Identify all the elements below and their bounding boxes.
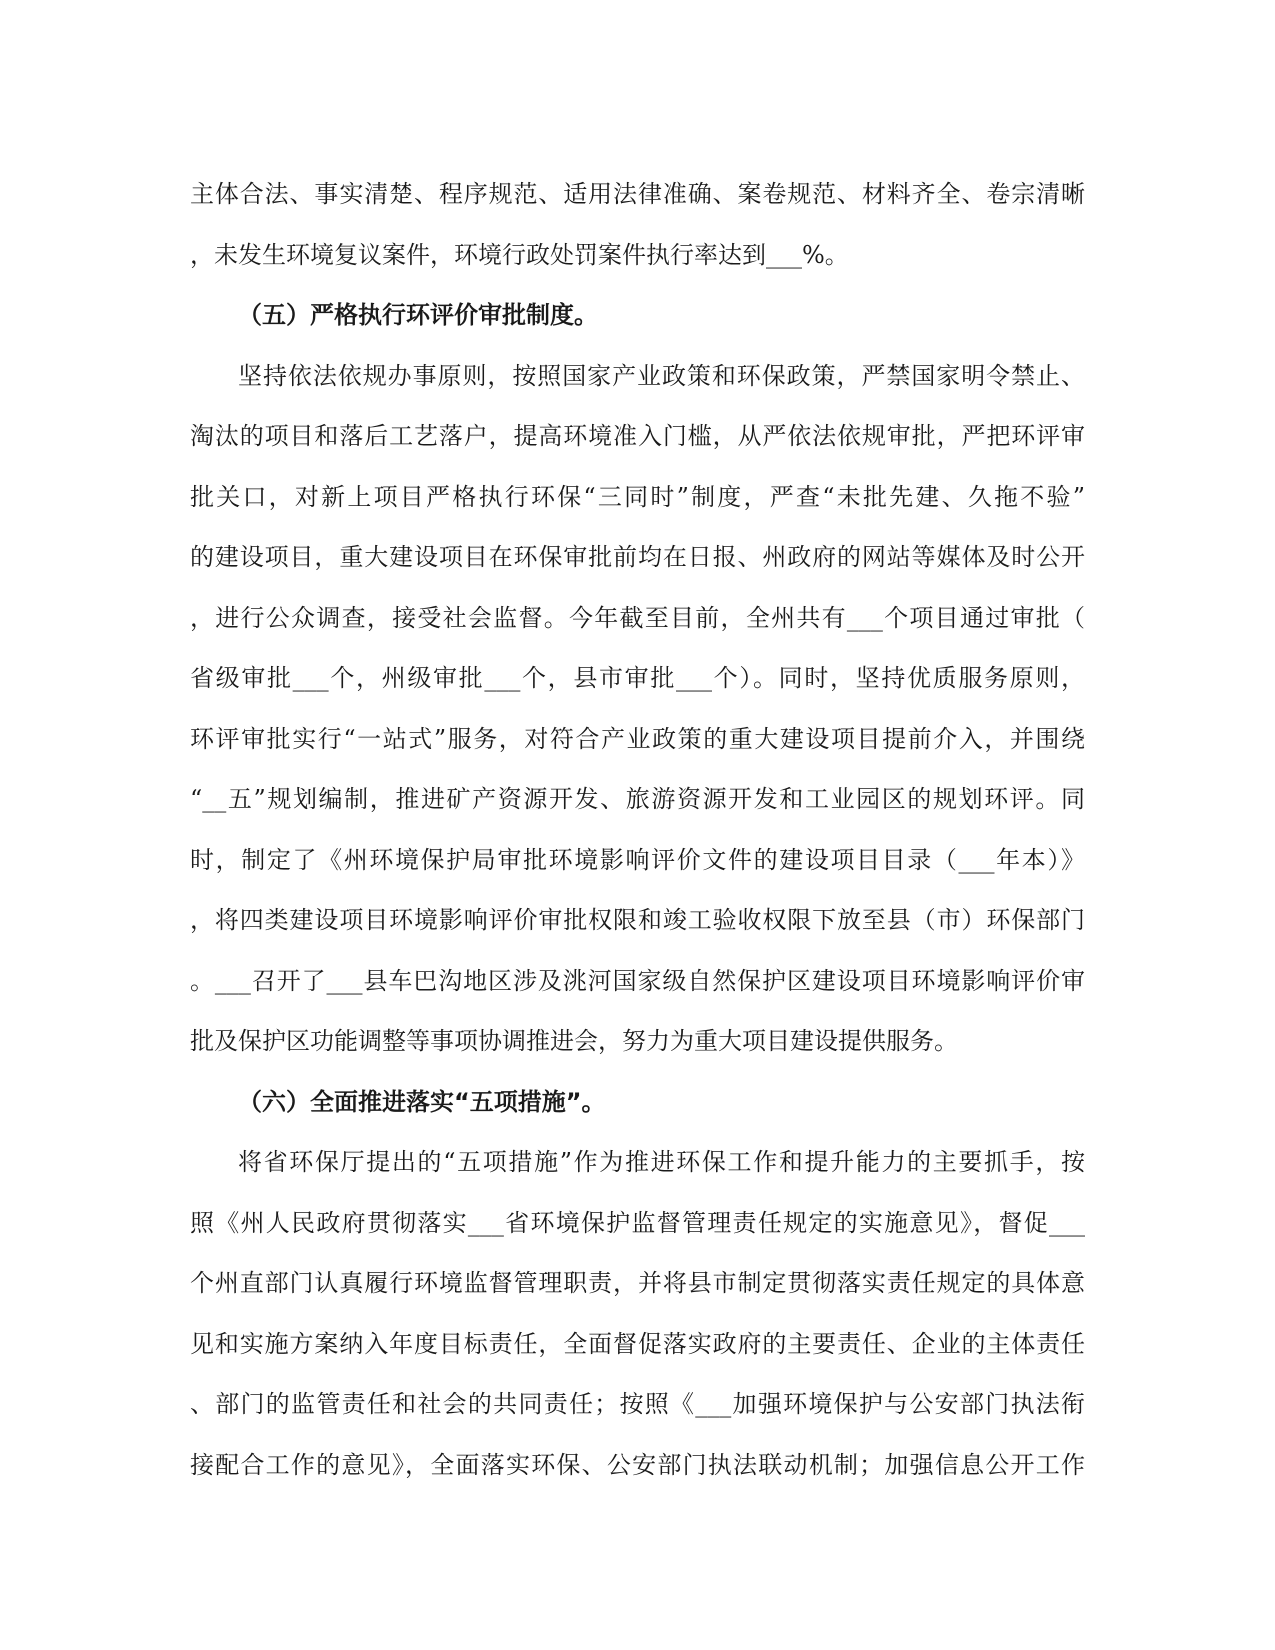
text-line: ，未发生环境复议案件，环境行政处罚案件执行率达到___%。 — [190, 240, 849, 269]
paragraph-first-line: 将省环保厅提出的“五项措施”作为推进环保工作和提升能力的主要抓手，按 — [238, 1148, 1085, 1176]
text-line: 照《州人民政府贯彻落实___省环境保护监督管理责任规定的实施意见》，督促___ — [190, 1208, 1085, 1237]
text-line: 个州直部门认真履行环境监督管理职责，并将县市制定贯彻落实责任规定的具体意 — [190, 1269, 1085, 1297]
text-line: 的建设项目，重大建设项目在环保审批前均在日报、州政府的网站等媒体及时公开 — [190, 543, 1085, 571]
text-line: 批及保护区功能调整等事项协调推进会，努力为重大项目建设提供服务。 — [190, 1027, 958, 1055]
text-line: ，进行公众调查，接受社会监督。今年截至目前，全州共有___个项目通过审批（ — [190, 603, 1085, 632]
text-line: 接配合工作的意见》，全面落实环保、公安部门执法联动机制；加强信息公开工作 — [190, 1450, 1085, 1479]
paragraph-first-line: 坚持依法依规办事原则，按照国家产业政策和环保政策，严禁国家明令禁止、 — [238, 361, 1085, 390]
text-line: 环评审批实行“一站式”服务，对符合产业政策的重大建设项目提前介入，并围绕 — [190, 724, 1085, 753]
text-line: “__五”规划编制，推进矿产资源开发、旅游资源开发和工业园区的规划环评。同 — [190, 785, 1085, 813]
text-line: 见和实施方案纳入年度目标责任，全面督促落实政府的主要责任、企业的主体责任 — [190, 1329, 1085, 1358]
text-line: 省级审批___个，州级审批___个，县市审批___个）。同时，坚持优质服务原则， — [190, 664, 1085, 692]
text-line: ，将四类建设项目环境影响评价审批权限和竣工验收权限下放至县（市）环保部门 — [190, 906, 1085, 934]
text-line: 、部门的监管责任和社会的共同责任；按照《___加强环境保护与公安部门执法衔 — [190, 1390, 1085, 1418]
text-line: 。___召开了___县车巴沟地区涉及洮河国家级自然保护区建设项目环境影响评价审 — [190, 966, 1085, 995]
text-line: 淘汰的项目和落后工艺落户，提高环境准入门槛，从严依法依规审批，严把环评审 — [190, 422, 1085, 450]
document-body — [190, 164, 1085, 1495]
section-heading: （六）全面推进落实“五项措施”。 — [238, 1087, 606, 1116]
text-line: 时，制定了《州环境保护局审批环境影响评价文件的建设项目目录（___年本）》 — [190, 845, 1085, 874]
section-heading: （五）严格执行环评价审批制度。 — [238, 301, 598, 329]
text-line: 主体合法、事实清楚、程序规范、适用法律准确、案卷规范、材料齐全、卷宗清晰 — [190, 180, 1085, 208]
text-line: 批关口，对新上项目严格执行环保“三同时”制度，严查“未批先建、久拖不验” — [190, 482, 1085, 511]
